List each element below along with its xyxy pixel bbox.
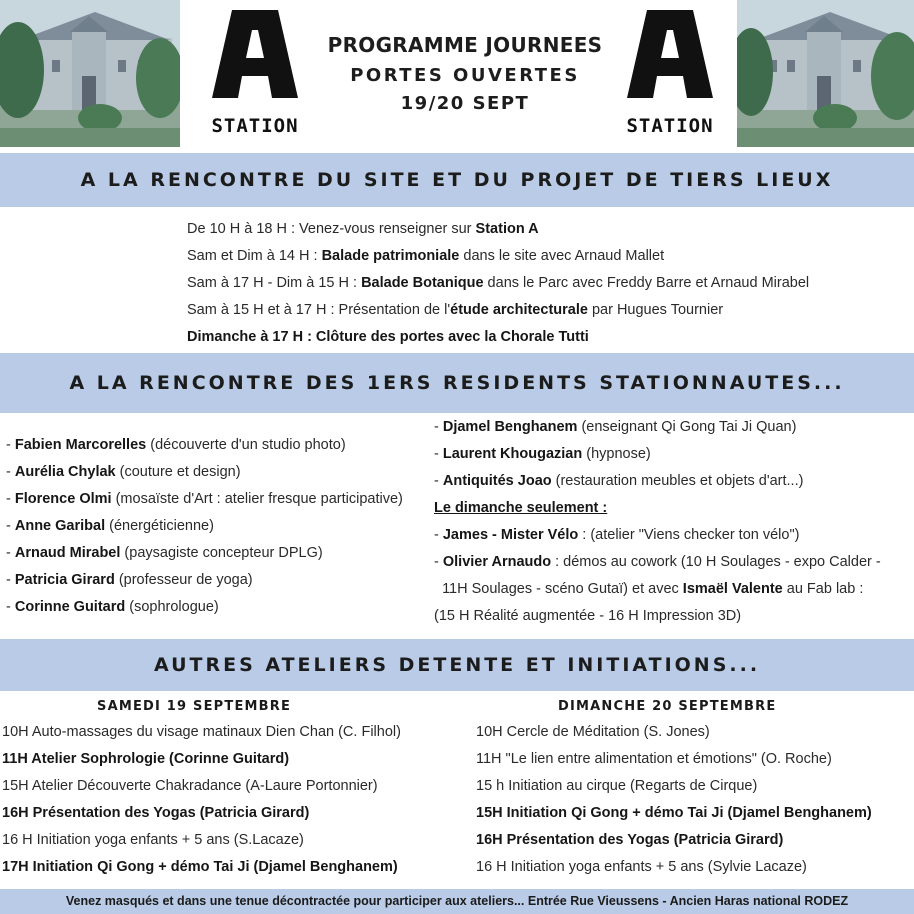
site-program-list: [187, 216, 907, 351]
day-heading: SAMEDI 19 SEPTEMBRE: [97, 699, 292, 714]
schedule-item: 16H Présentation des Yogas (Patricia Girard): [2, 805, 310, 821]
title-date: 19/20 SEPT: [400, 93, 530, 114]
station-a-logo-left: [190, 8, 320, 143]
title-line-2: PORTES OUVERTES: [350, 65, 580, 86]
schedule-item: 15 h Initiation au cirque (Regarts de Cirque): [476, 778, 758, 794]
schedule-item: 17H Initiation Qi Gong + démo Tai Ji (Djamel Benghanem): [2, 859, 398, 875]
list-item: - James - Mister Vélo : (atelier "Viens checker ton vélo"): [434, 527, 800, 543]
sunday-only-heading: Le dimanche seulement :: [434, 500, 608, 516]
station-a-logo-right: [605, 8, 735, 143]
title-line-1: PROGRAMME JOURNEES: [327, 33, 603, 57]
list-item: Sam à 15 H et à 17 H : Présentation de l'étude architecturale par Hugues Tournier: [187, 302, 724, 318]
list-item: - Olivier Arnaudo : démos au cowork (10 H Soulages - expo Calder -: [434, 554, 881, 570]
list-item: - Florence Olmi (mosaïste d'Art : atelier fresque participative): [6, 491, 403, 507]
building-photo-left: [0, 0, 180, 147]
header: [0, 0, 914, 147]
list-item: Dimanche à 17 H : Clôture des portes avec la Chorale Tutti: [187, 329, 589, 345]
schedule-item: 15H Initiation Qi Gong + démo Tai Ji (Djamel Benghanem): [476, 805, 872, 821]
schedule-item: 16 H Initiation yoga enfants + 5 ans (Sylvie Lacaze): [476, 859, 807, 875]
schedule-item: 16H Présentation des Yogas (Patricia Girard): [476, 832, 784, 848]
schedule-item: 10H Auto-massages du visage matinaux Dien Chan (C. Filhol): [2, 724, 401, 740]
list-item: - Fabien Marcorelles (découverte d'un studio photo): [6, 437, 346, 453]
residents-list-right: [434, 414, 909, 630]
building-photo-right: [737, 0, 914, 147]
list-item: - Antiquités Joao (restauration meubles et objets d'art...): [434, 473, 804, 489]
schedule-item: 10H Cercle de Méditation (S. Jones): [476, 724, 710, 740]
footer-note: Venez masqués et dans une tenue décontractée pour participer aux ateliers... Entrée Rue Vieussens - Ancien Haras national RODEZ: [0, 889, 914, 914]
residents-list-left: [6, 432, 426, 621]
list-item: - Djamel Benghanem (enseignant Qi Gong Tai Ji Quan): [434, 419, 797, 435]
title-block: [320, 30, 610, 117]
sunday-schedule: [476, 695, 912, 881]
list-item-continuation: (15 H Réalité augmentée - 16 H Impression 3D): [434, 608, 742, 624]
list-item: Sam et Dim à 14 H : Balade patrimoniale dans le site avec Arnaud Mallet: [187, 248, 665, 264]
schedule-item: 11H "Le lien entre alimentation et émotions" (O. Roche): [476, 751, 832, 767]
list-item: - Aurélia Chylak (couture et design): [6, 464, 241, 480]
schedule-item: 11H Atelier Sophrologie (Corinne Guitard): [2, 751, 290, 767]
section-heading-residents: A LA RENCONTRE DES 1ERS RESIDENTS STATIONNAUTES...: [0, 353, 914, 413]
schedule-item: 16 H Initiation yoga enfants + 5 ans (S.Lacaze): [2, 832, 304, 848]
schedule-item: 15H Atelier Découverte Chakradance (A-Laure Portonnier): [2, 778, 378, 794]
saturday-schedule: [2, 695, 462, 881]
day-heading: DIMANCHE 20 SEPTEMBRE: [558, 699, 777, 714]
list-item: Sam à 17 H - Dim à 15 H : Balade Botanique dans le Parc avec Freddy Barre et Arnaud Mirabel: [187, 275, 810, 291]
logo-station-text: STATION: [626, 115, 714, 137]
list-item-continuation: 11H Soulages - scéno Gutaï) et avec Ismaël Valente au Fab lab :: [442, 581, 864, 597]
list-item: De 10 H à 18 H : Venez-vous renseigner sur Station A: [187, 221, 539, 237]
section-heading-workshops: AUTRES ATELIERS DETENTE ET INITIATIONS...: [0, 639, 914, 691]
logo-station-text: STATION: [211, 115, 299, 137]
letter-a-icon: [625, 8, 715, 100]
list-item: - Anne Garibal (énergéticienne): [6, 518, 214, 534]
section-heading-site: A LA RENCONTRE DU SITE ET DU PROJET DE TIERS LIEUX: [0, 153, 914, 207]
list-item: - Corinne Guitard (sophrologue): [6, 599, 219, 615]
letter-a-icon: [210, 8, 300, 100]
list-item: - Laurent Khougazian (hypnose): [434, 446, 651, 462]
list-item: - Arnaud Mirabel (paysagiste concepteur DPLG): [6, 545, 323, 561]
list-item: - Patricia Girard (professeur de yoga): [6, 572, 253, 588]
